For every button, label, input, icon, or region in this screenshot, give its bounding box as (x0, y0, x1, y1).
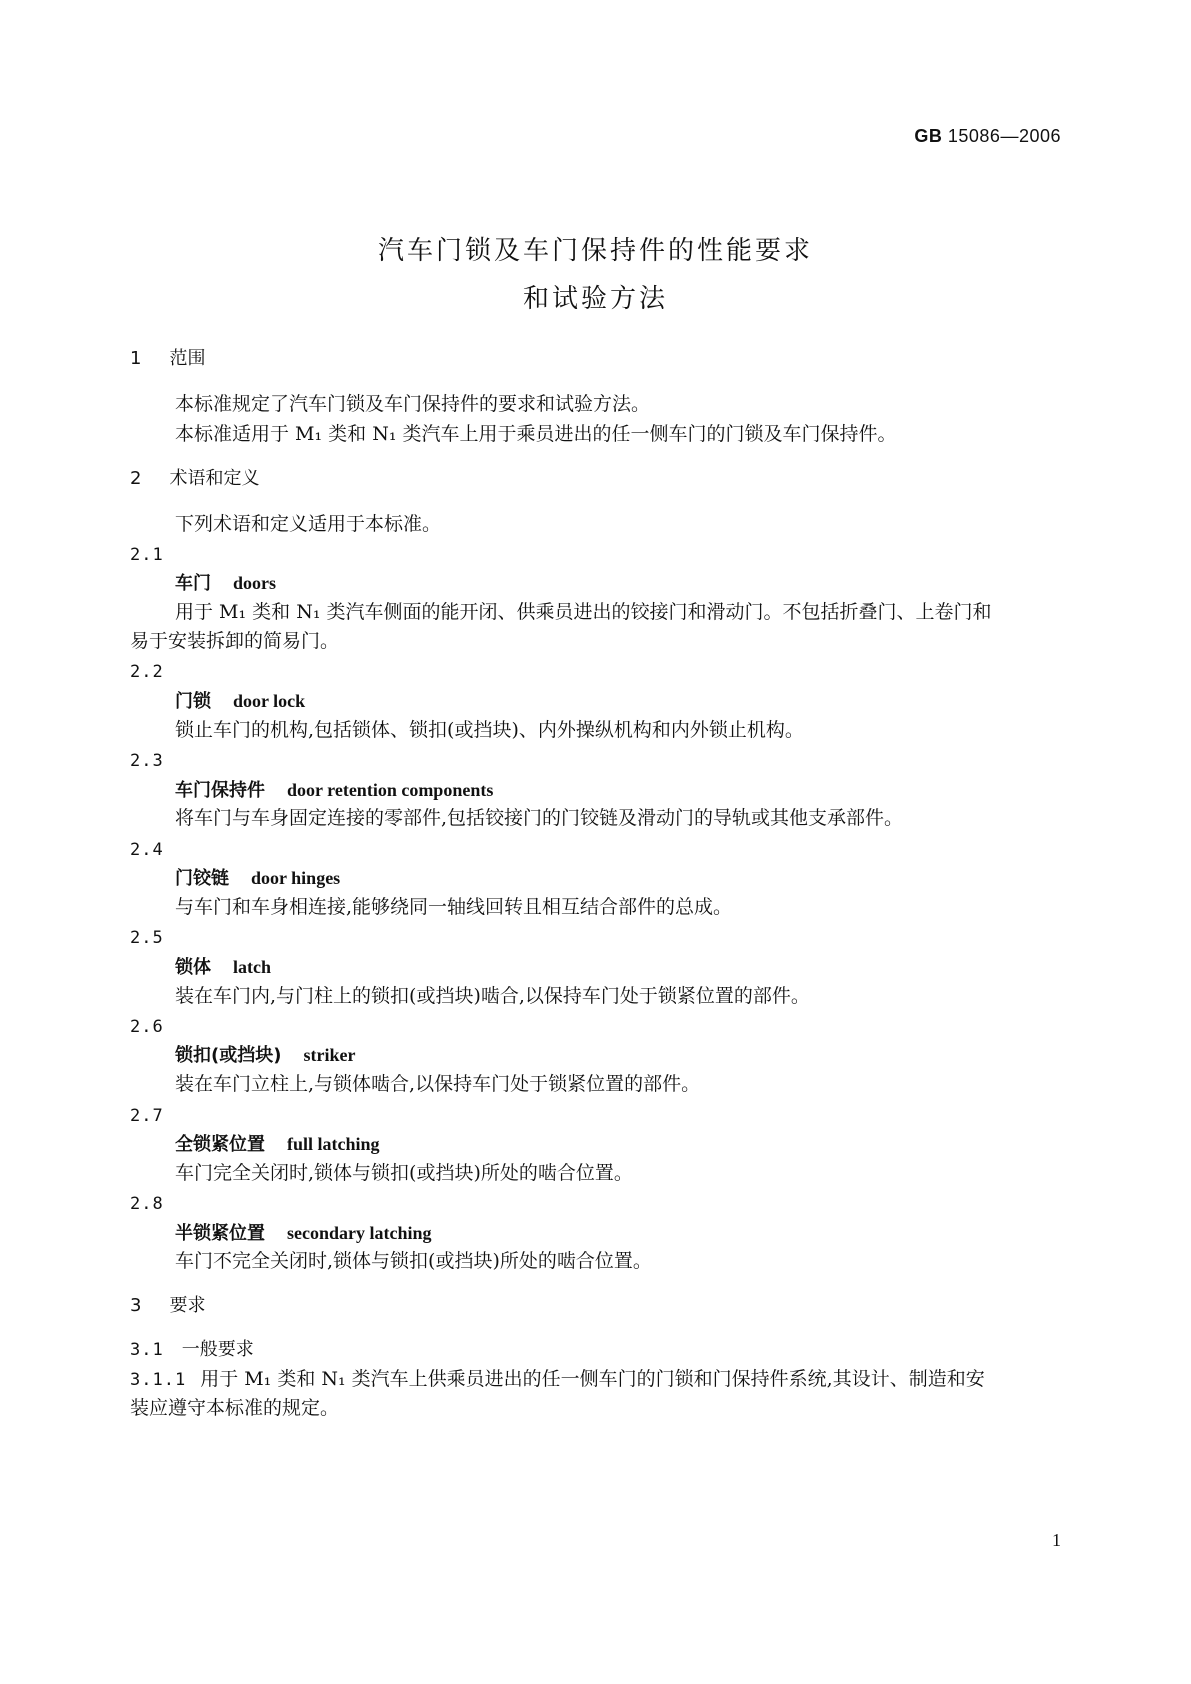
term-heading: 门锁 door lock (175, 691, 306, 712)
term-definition-continued: 易于安装拆卸的简易门。 (130, 630, 340, 652)
term-number: 2.4 (130, 840, 164, 860)
term-heading: 半锁紧位置 secondary latching (175, 1223, 432, 1244)
section-3-heading: 3 要求 (130, 1295, 206, 1316)
section-1-paragraph-2: 本标准适用于 M₁ 类和 N₁ 类汽车上用于乘员进出的任一侧车门的门锁及车门保持件。 (175, 423, 897, 445)
term-number: 2.2 (130, 662, 164, 682)
term-definition: 装在车门立柱上,与锁体啮合,以保持车门处于锁紧位置的部件。 (175, 1073, 701, 1095)
term-definition: 装在车门内,与门柱上的锁扣(或挡块)啮合,以保持车门处于锁紧位置的部件。 (175, 985, 810, 1007)
standard-code: GB 15086—2006 (914, 126, 1061, 146)
term-definition: 将车门与车身固定连接的零部件,包括铰接门的门铰链及滑动门的导轨或其他支承部件。 (175, 807, 904, 829)
term-heading: 车门 doors (175, 573, 277, 594)
term-number: 2.1 (130, 545, 164, 565)
term-number: 2.6 (130, 1017, 164, 1037)
page-number: 1 (1052, 1530, 1061, 1550)
term-definition: 用于 M₁ 类和 N₁ 类汽车侧面的能开闭、供乘员进出的铰接门和滑动门。不包括折叠门、上卷门和 (175, 601, 992, 623)
section-2-heading: 2 术语和定义 (130, 468, 260, 489)
section-2-intro: 下列术语和定义适用于本标准。 (175, 513, 442, 535)
term-heading: 锁体 latch (175, 957, 271, 978)
document-title-line2: 和试验方法 (522, 284, 668, 314)
term-heading: 全锁紧位置 full latching (175, 1134, 380, 1155)
term-heading: 门铰链 door hinges (175, 868, 341, 889)
section-1-heading: 1 范围 (130, 348, 206, 369)
term-number: 2.7 (130, 1106, 164, 1126)
term-number: 2.3 (130, 751, 164, 771)
clause-3-1-1-continued: 装应遵守本标准的规定。 (130, 1397, 340, 1419)
term-number: 2.5 (130, 928, 164, 948)
term-definition: 车门不完全关闭时,锁体与锁扣(或挡块)所处的啮合位置。 (175, 1250, 652, 1272)
term-number: 2.8 (130, 1194, 164, 1214)
clause-3-1-1: 3.1.1 用于 M₁ 类和 N₁ 类汽车上供乘员进出的任一侧车门的门锁和门保持件系统,其设计、制造和安 (130, 1368, 985, 1390)
term-definition: 锁止车门的机构,包括锁体、锁扣(或挡块)、内外操纵机构和内外锁止机构。 (175, 719, 804, 741)
term-heading: 锁扣(或挡块) striker (175, 1045, 356, 1066)
section-1-paragraph-1: 本标准规定了汽车门锁及车门保持件的要求和试验方法。 (175, 393, 651, 415)
document-title-line1: 汽车门锁及车门保持件的性能要求 (377, 236, 813, 266)
term-definition: 与车门和车身相连接,能够绕同一轴线回转且相互结合部件的总成。 (175, 896, 733, 918)
term-definition: 车门完全关闭时,锁体与锁扣(或挡块)所处的啮合位置。 (175, 1162, 633, 1184)
subsection-3-1-heading: 3.1 一般要求 (130, 1339, 254, 1360)
term-heading: 车门保持件 door retention components (175, 780, 494, 801)
